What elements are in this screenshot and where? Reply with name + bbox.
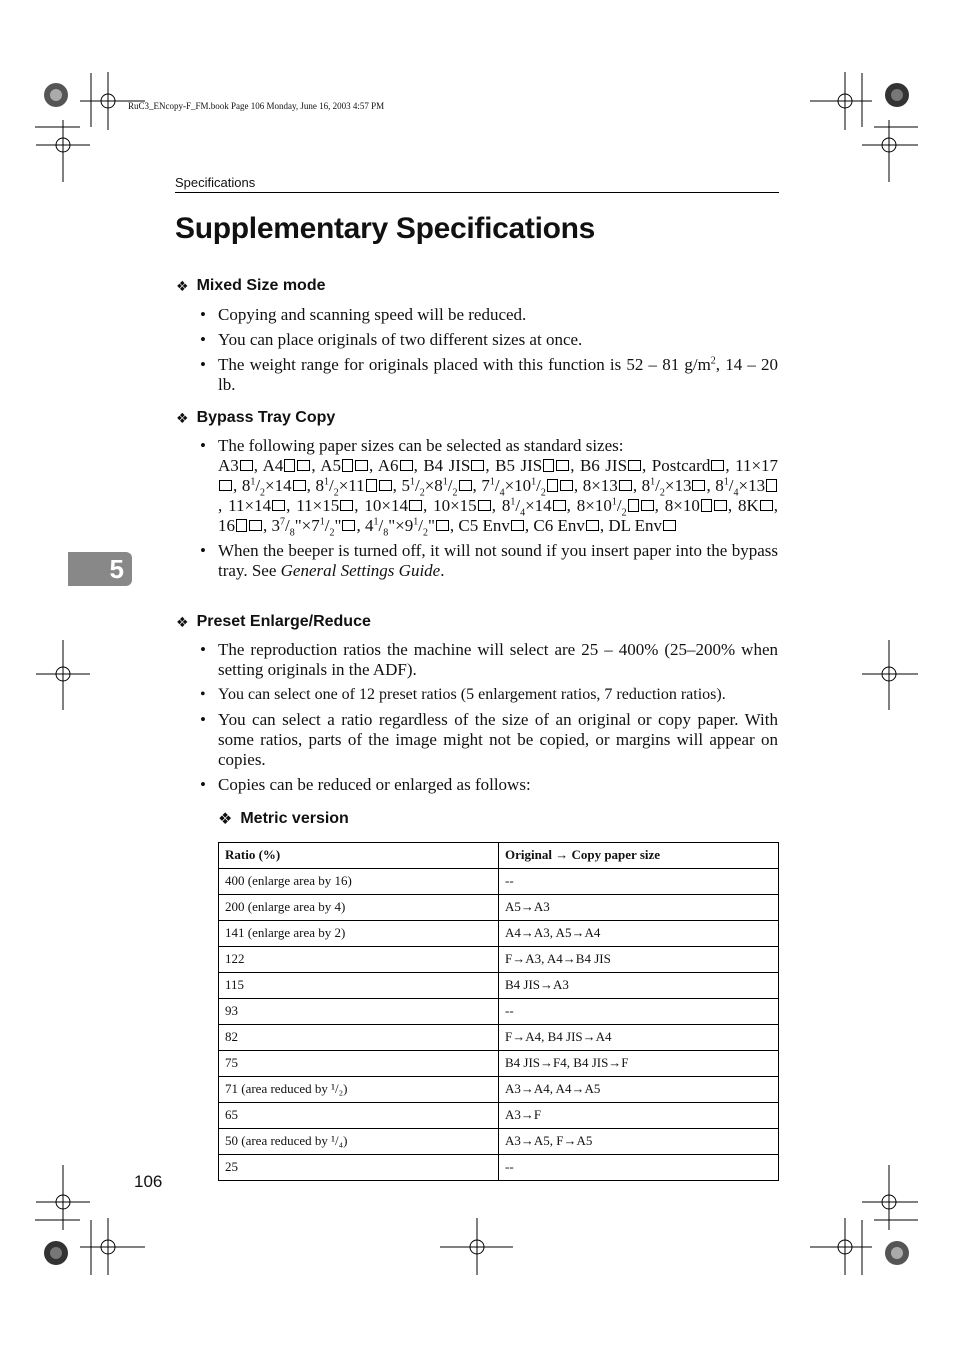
size-cell: B4 JIS→A3 — [499, 973, 779, 999]
ratio-cell: 75 — [219, 1051, 499, 1077]
ratio-cell: 25 — [219, 1155, 499, 1181]
list-item: • You can select one of 12 preset ratios (5 enlargement ratios, 7 reduction ratios). — [200, 685, 778, 705]
size-cell: A3→F — [499, 1103, 779, 1129]
ratio-cell: 50 (area reduced by ¹/₄) — [219, 1129, 499, 1155]
ratio-cell: 71 (area reduced by ¹/₂) — [219, 1077, 499, 1103]
diamond-bullet-icon: ❖ — [218, 811, 233, 828]
diamond-bullet-icon: ❖ — [176, 613, 189, 630]
ratio-cell: 122 — [219, 947, 499, 973]
table-row — [219, 1155, 779, 1181]
bypass-list — [200, 436, 778, 586]
list-item: • The reproduction ratios the machine will select are 25 – 400% (25–200% when setting originals in the ADF). — [200, 640, 778, 680]
list-item: • You can select a ratio regardless of the size of an original or copy paper. With some ratios, parts of the image might not be copied, or margins will appear on copies. — [200, 710, 778, 770]
list-item: • The following paper sizes can be selected as standard sizes: A3 , A4 , A5 , A6 , B4 JIS , B5 JIS , B6 JIS , Postcard , 11×17, $8^1/_2\times 14$ , $8^1/_2\times 11$ , $5^1/_2\times 8^1/_2$ , $7^1/_4\times 10^1/_2$ , 8×13 , $8^1/_2\times 13$ , $8^1/_4\times 13$, 11×14 , 11×15 , 10×14 , 10×15 , $8^1/_4\times 14$ , $8\times 10^1/_2$ , 8×10 , 8K , 16 , $3^7/_8"\times 7^1/_2$" , $4^1/_8"\times 9^1/_2$" , C5 Env , C6 Env , DL Env — [200, 436, 778, 536]
file-info-line: RuC3_ENcopy-F_FM.book Page 106 Monday, June 16, 2003 4:57 PM — [128, 101, 385, 111]
table-header-row — [219, 843, 779, 869]
table-row — [219, 947, 779, 973]
table-row — [219, 1051, 779, 1077]
section-heading-label: Mixed Size mode — [196, 277, 326, 294]
table-row — [219, 1103, 779, 1129]
table-row — [219, 973, 779, 999]
section-heading-preset — [176, 613, 371, 631]
ratio-cell: 65 — [219, 1103, 499, 1129]
diamond-bullet-icon: ❖ — [176, 409, 189, 426]
section-heading-label: Bypass Tray Copy — [196, 409, 336, 426]
size-cell: B4 JIS→F4, B4 JIS→F — [499, 1051, 779, 1077]
size-cell: A3→A5, F→A5 — [499, 1129, 779, 1155]
header-rule — [175, 192, 779, 193]
section-heading-bypass — [176, 409, 335, 427]
subsection-heading-label: Metric version — [240, 810, 349, 827]
list-item: • When the beeper is turned off, it will not sound if you insert paper into the bypass tray. See General Settings Guide. — [200, 541, 778, 581]
table-row — [219, 921, 779, 947]
table-header-cell: Original → Copy paper size — [499, 843, 779, 869]
ratio-cell: 200 (enlarge area by 4) — [219, 895, 499, 921]
size-cell: A4→A3, A5→A4 — [499, 921, 779, 947]
page-number: 106 — [134, 1172, 163, 1191]
ratio-cell: 82 — [219, 1025, 499, 1051]
list-item: • Copying and scanning speed will be reduced. — [200, 305, 778, 325]
ratio-table — [218, 842, 779, 1181]
size-cell: F→A4, B4 JIS→A4 — [499, 1025, 779, 1051]
chapter-tab: 5 — [68, 552, 132, 586]
ratio-cell: 141 (enlarge area by 2) — [219, 921, 499, 947]
table-row — [219, 1077, 779, 1103]
page-title: Supplementary Specifications — [175, 212, 596, 245]
ratio-cell: 93 — [219, 999, 499, 1025]
diamond-bullet-icon: ❖ — [176, 277, 189, 294]
table-row — [219, 1129, 779, 1155]
preset-list — [200, 640, 778, 800]
section-heading-mixed — [176, 277, 325, 295]
size-cell: A5→A3 — [499, 895, 779, 921]
section-heading-label: Preset Enlarge/Reduce — [196, 613, 371, 630]
mixed-list — [200, 305, 778, 400]
list-item: • Copies can be reduced or enlarged as follows: — [200, 775, 778, 795]
ratio-cell: 400 (enlarge area by 16) — [219, 869, 499, 895]
ratio-cell: 115 — [219, 973, 499, 999]
table-row — [219, 999, 779, 1025]
size-cell: A3→A4, A4→A5 — [499, 1077, 779, 1103]
running-head: Specifications — [175, 175, 256, 190]
table-row — [219, 869, 779, 895]
size-cell: -- — [499, 1155, 779, 1181]
list-item: • You can place originals of two different sizes at once. — [200, 330, 778, 350]
table-header-cell: Ratio (%) — [219, 843, 499, 869]
size-cell: -- — [499, 999, 779, 1025]
table-row — [219, 1025, 779, 1051]
size-cell: -- — [499, 869, 779, 895]
table-row — [219, 895, 779, 921]
subsection-heading-metric — [218, 809, 349, 829]
list-item: • The weight range for originals placed with this function is 52 – 81 $g/m^2$, 14 – 20 lb. — [200, 355, 778, 395]
size-cell: F→A3, A4→B4 JIS — [499, 947, 779, 973]
